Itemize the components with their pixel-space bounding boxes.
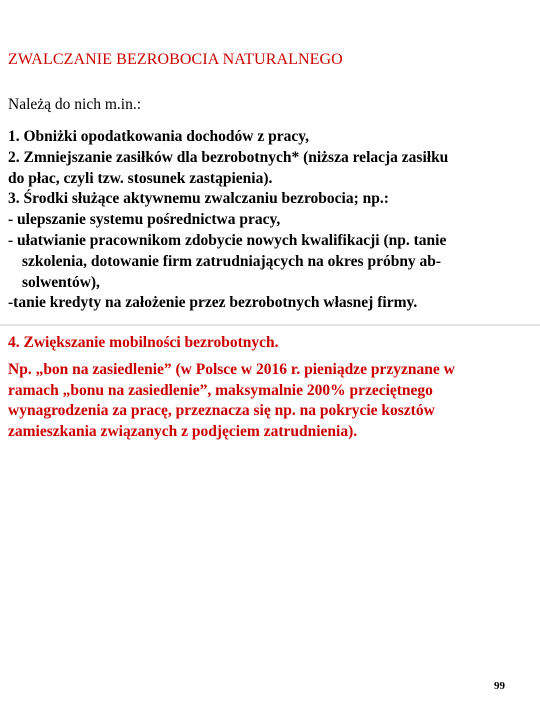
mobility-text-line: wynagrodzenia za pracę, przeznacza się np. na pokrycie kosztów (8, 402, 435, 420)
intro-text: Należą do nich m.in.: (8, 96, 141, 113)
list-item: 2. Zmniejszanie zasiłków dla bezrobotnych* (niższa relacja zasiłku (8, 148, 449, 166)
sub-list-item: - ułatwianie pracownikom zdobycie nowych kwalifikacji (np. tanie (8, 231, 447, 249)
mobility-section (8, 333, 532, 443)
mobility-text-line: zamieszkania związanych z podjęciem zatrudnienia). (8, 423, 358, 441)
sub-list-item-continuation: szkolenia, dotowanie firm zatrudniających na okres próbny ab- (22, 252, 442, 270)
slide-title: ZWALCZANIE BEZROBOCIA NATURALNEGO (8, 51, 343, 68)
list-item-continuation: do płac, czyli tzw. stosunek zastąpienia). (8, 169, 273, 187)
mobility-text-line: Np. „bon na zasiedlenie” (w Polsce w 2016 r. pieniądze przyznane w (8, 360, 455, 378)
mobility-heading: 4. Zwiększanie mobilności bezrobotnych. (8, 334, 279, 351)
list-item: 1. Obniżki opodatkowania dochodów z pracy, (8, 128, 310, 145)
mobility-text-line: ramach „bonu na zasiedlenie”, maksymalnie 200% przeciętnego (8, 381, 433, 399)
sub-list-item: - ulepszanie systemu pośrednictwa pracy, (8, 211, 281, 229)
sub-list-item: -tanie kredyty na założenie przez bezrobotnych własnej firmy. (8, 294, 418, 312)
measures-list (8, 127, 532, 314)
page-number: 99 (494, 680, 505, 692)
sub-list-item-continuation: solwentów), (22, 273, 100, 291)
list-item: 3. Środki służące aktywnemu zwalczaniu bezrobocia; np.: (8, 190, 389, 208)
section-divider (0, 324, 540, 326)
